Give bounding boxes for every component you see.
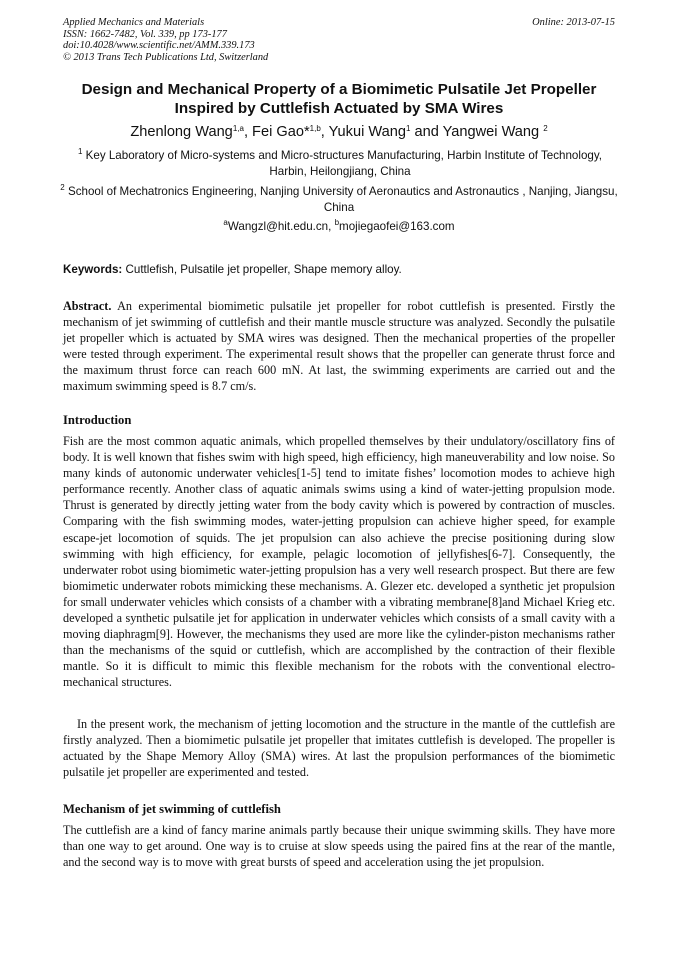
paper-title bbox=[40, 80, 638, 118]
abstract bbox=[63, 298, 615, 395]
paragraph-text: The cuttlefish are a kind of fancy marine animals partly because their unique swimming skills. They have more than one way to get around. One way is to cruise at slow speeds using the paired fins at the rear of the mantle, and the second way is to move with great bursts of speed and acceleration using the jet propulsion. bbox=[63, 823, 615, 870]
introduction-paragraph-2 bbox=[63, 716, 615, 780]
author-name: Yukui Wang bbox=[328, 124, 406, 140]
paragraph-text: Fish are the most common aquatic animals, which propelled themselves by their undulatory/oscillatory fins of body. It is well known that fishes swim with high speed, high efficiency, high maneuverability and low noise. So many kinds of autonomic underwater vehicles[1-5] tend to imitate fishes’ locomotion modes to achieve high performance recently. Another class of aquatic animals swims using a kind of water-jetting propulsion mode. Thrust is generated by directly jetting water from the body cavity which is powered by contraction of muscles. Comparing with the fish swimming modes, water-jetting propulsion can achieve higher speed, for example escape-jet locomotion of squids. The jet propulsion can also achieve the precise positioning during slow swimming with high efficiency, for example, pelagic locomotion of jellyfishes[6-7]. Consequently, the underwater robot using biomimetic water-jetting propulsion has a very well research prospect. But there are few biomimetic underwater robots mimicking these mechanisms. A. Glezer etc. developed a synthetic jet propulsion for small underwater vehicles which consists of a chamber with a vibrating membrane[8]and Michael Krieg etc. developed a synthetic pulsatile jet for application in underwater vehicles which consists of a small cavity with a moving diaphragm[9]. However, the mechanisms they used are more like the cylinder-piston mechanisms rather than the mechanisms of the squid or cuttlefish, which are accomplished by the contraction of their flexible mantle. So it is difficult to mimic this flexible mechanism for the robots with the conventional electro-mechanical structures. bbox=[63, 434, 615, 690]
section-heading: Mechanism of jet swimming of cuttlefish bbox=[63, 802, 281, 816]
paragraph-text: In the present work, the mechanism of jetting locomotion and the structure in the mantle of the cuttlefish are firstly analyzed. Then a biomimetic pulsatile jet propeller that imitates cuttlefish is developed. The propeller is actuated by the Shape Memory Alloy (SMA) wires. At last the propulsion performances of the biomimetic pulsatile jet propeller are experimented and tested. bbox=[63, 717, 615, 780]
email-marker: b bbox=[334, 218, 340, 227]
keywords-text: Cuttlefish, Pulsatile jet propeller, Shape memory alloy. bbox=[125, 263, 402, 276]
affiliation-text: School of Mechatronics Engineering, Nanjing University of Aeronautics and Astronautics , Nanjing, Jiangsu, China bbox=[67, 185, 618, 214]
affiliation-1 bbox=[70, 148, 610, 179]
affiliation-marker: 1 bbox=[77, 147, 83, 156]
section-heading: Introduction bbox=[63, 413, 132, 427]
author-name: Fei Gao* bbox=[252, 124, 310, 140]
journal-name: Applied Mechanics and Materials bbox=[63, 17, 205, 28]
email-link[interactable]: Wangzl@hit.edu.cn bbox=[227, 220, 329, 233]
online-date: Online: 2013-07-15 bbox=[532, 17, 615, 28]
abstract-text: An experimental biomimetic pulsatile jet propeller for robot cuttlefish is presented. Firstly the mechanism of jet swimming of cuttlefish and their mantle muscle structure was analyzed. Secondly the pulsatile jet propeller which is actuated by SMA wires was designed. Then the mechanical properties of the propeller were tested through experiment. The experimental result shows that the propeller can generate thrust force and the maximum thrust force can reach 600 mN. At last, the swimming experiments are carried out and the maximum swimming speed is 8.7 cm/s. bbox=[63, 299, 615, 394]
author-affil-marker: 1,b bbox=[309, 124, 321, 133]
author-affil-marker: 1,a bbox=[232, 124, 244, 133]
abstract-label: Abstract. bbox=[63, 299, 112, 313]
author-name: and Yangwei Wang bbox=[414, 124, 540, 140]
keywords-label: Keywords: bbox=[63, 263, 123, 276]
affiliation-marker: 2 bbox=[60, 183, 65, 192]
affiliation-2 bbox=[58, 184, 620, 215]
author-name: Zhenlong Wang bbox=[130, 124, 233, 140]
affiliation-text: Key Laboratory of Micro-systems and Micro-structures Manufacturing, Harbin Institute of Technology, Harbin, Heilongjiang, China bbox=[85, 149, 603, 178]
issn-line: ISSN: 1662-7482, Vol. 339, pp 173-177 bbox=[63, 28, 227, 40]
title-line-1: Design and Mechanical Property of a Biomimetic Pulsatile Jet Propeller bbox=[81, 81, 597, 98]
introduction-paragraph-1 bbox=[63, 433, 615, 691]
title-line-2: Inspired by Cuttlefish Actuated by SMA Wires bbox=[174, 100, 504, 117]
keywords bbox=[63, 262, 402, 277]
email-marker: a bbox=[223, 218, 228, 227]
email-link[interactable]: mojiegaofei@163.com bbox=[339, 220, 455, 233]
author-list: Zhenlong Wang$^{1,a}$, Fei Gao*$^{1,b}$, Yukui Wang$^1$ and Yangwei Wang $^2$ bbox=[130, 124, 548, 140]
doi-line: doi:10.4028/www.scientific.net/AMM.339.173 bbox=[63, 40, 255, 52]
author-emails: $^a$Wangzl@hit.edu.cn, $^b$mojiegaofei@163.com bbox=[223, 218, 455, 233]
author-affil-marker: 1 bbox=[405, 124, 411, 133]
mechanism-paragraph-1 bbox=[63, 822, 615, 870]
journal-header bbox=[63, 17, 268, 63]
copyright-line: © 2013 Trans Tech Publications Ltd, Switzerland bbox=[63, 51, 269, 63]
author-affil-marker: 2 bbox=[543, 124, 548, 133]
